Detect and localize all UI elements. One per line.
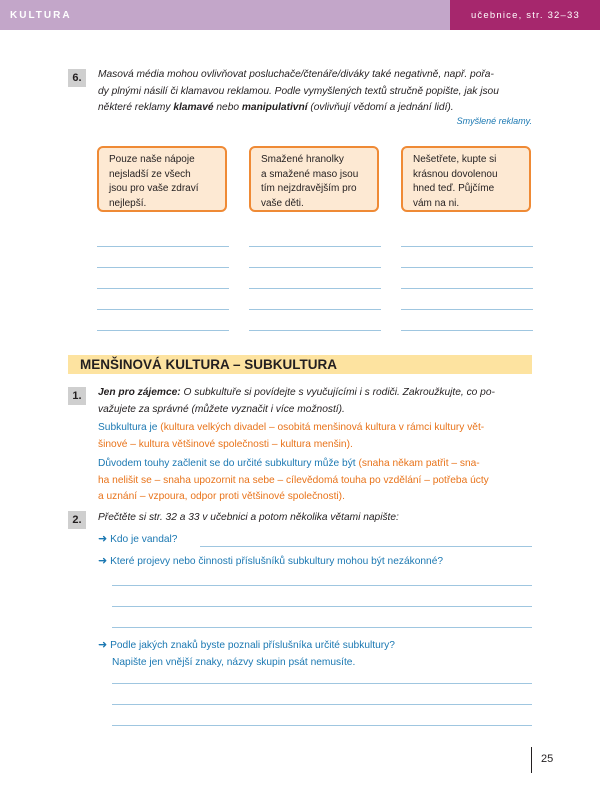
task-6-instruction: Masová média mohou ovlivňovat posluchače/čtenáře/diváky také negativně, např. pořa- dy plnými násilí či klamavou reklamou. Podle vymyšlených textů stručně popište, jak jsou některé reklamy klamavé nebo manipulativní (ovlivňují vědomí a jednání lidí). <box>98 69 499 113</box>
answer-line[interactable] <box>112 704 532 705</box>
question-vandal: ➜ Kdo je vandal? <box>98 533 178 545</box>
answer-line[interactable] <box>401 267 533 268</box>
answer-line[interactable] <box>249 309 381 310</box>
answer-line[interactable] <box>112 683 532 684</box>
ad-card-2: Smažené hranolky a smažené maso jsou tím nejzdravějším pro vaše děti. <box>249 146 379 212</box>
textbook-reference: učebnice, str. 32–33 <box>470 10 580 21</box>
arrow-icon: ➜ <box>98 555 108 567</box>
chapter-label: KULTURA <box>10 10 72 21</box>
answer-line[interactable] <box>97 267 229 268</box>
subculture-definition[interactable]: Subkultura je (kultura velkých divadel – osobitá menšinová kultura v rámci kultury vět- šinové – kultura většinové společnosti – kultura menšin). <box>98 422 485 450</box>
answer-line[interactable] <box>249 288 381 289</box>
answer-line[interactable] <box>401 309 533 310</box>
task-1-instruction: Jen pro zájemce: O subkultuře si povídejte s vyučujícími i s rodiči. Zakroužkujte, co po- važujete za správné (můžete vyznačit i více možností). <box>98 387 495 415</box>
question-subculture-signs: ➜ Podle jakých znaků byste poznali příslušníka určité subkultury? Napište jen vnější znaky, názvy skupin psát nemusíte. <box>98 639 395 668</box>
ad-card-1: Pouze naše nápoje nejsladší ze všech jsou pro vaše zdraví nejlepší. <box>97 146 227 212</box>
page-number-rule <box>531 747 532 773</box>
answer-line[interactable] <box>401 330 533 331</box>
answer-line[interactable] <box>112 606 532 607</box>
answer-line[interactable] <box>249 267 381 268</box>
answer-line[interactable] <box>97 330 229 331</box>
task-2-number: 2. <box>68 511 86 529</box>
ad-card-3: Nešetřete, kupte si krásnou dovolenou hned teď. Půjčíme vám na ni. <box>401 146 531 212</box>
ads-note: Smyšlené reklamy. <box>456 116 532 126</box>
subculture-reasons[interactable]: Důvodem touhy začlenit se do určité subkultury může být (snaha někam patřit – sna- ha nelišit se – snaha upozornit na sebe – cílevědomá touha po vzdělání – potřeba úcty a uznání – vzpoura, odpor proti většinové společnosti). <box>98 458 489 502</box>
answer-line[interactable] <box>97 288 229 289</box>
answer-line[interactable] <box>97 309 229 310</box>
answer-line[interactable] <box>97 246 229 247</box>
section-title: MENŠINOVÁ KULTURA – SUBKULTURA <box>80 357 337 372</box>
task-1-number: 1. <box>68 387 86 405</box>
answer-line[interactable] <box>249 330 381 331</box>
question-illegal-activities: ➜ Které projevy nebo činnosti příslušníků subkultury mohou být nezákonné? <box>98 555 444 567</box>
arrow-icon: ➜ <box>98 533 108 545</box>
task-6-number: 6. <box>68 69 86 87</box>
page-number: 25 <box>541 753 554 765</box>
answer-line[interactable] <box>112 725 532 726</box>
answer-line-vandal[interactable] <box>200 546 532 547</box>
task-2-instruction: Přečtěte si str. 32 a 33 v učebnici a potom několika větami napište: <box>98 512 399 523</box>
answer-line[interactable] <box>401 246 533 247</box>
answer-line[interactable] <box>112 585 532 586</box>
arrow-icon: ➜ <box>98 639 108 651</box>
answer-line[interactable] <box>112 627 532 628</box>
answer-line[interactable] <box>401 288 533 289</box>
answer-line[interactable] <box>249 246 381 247</box>
